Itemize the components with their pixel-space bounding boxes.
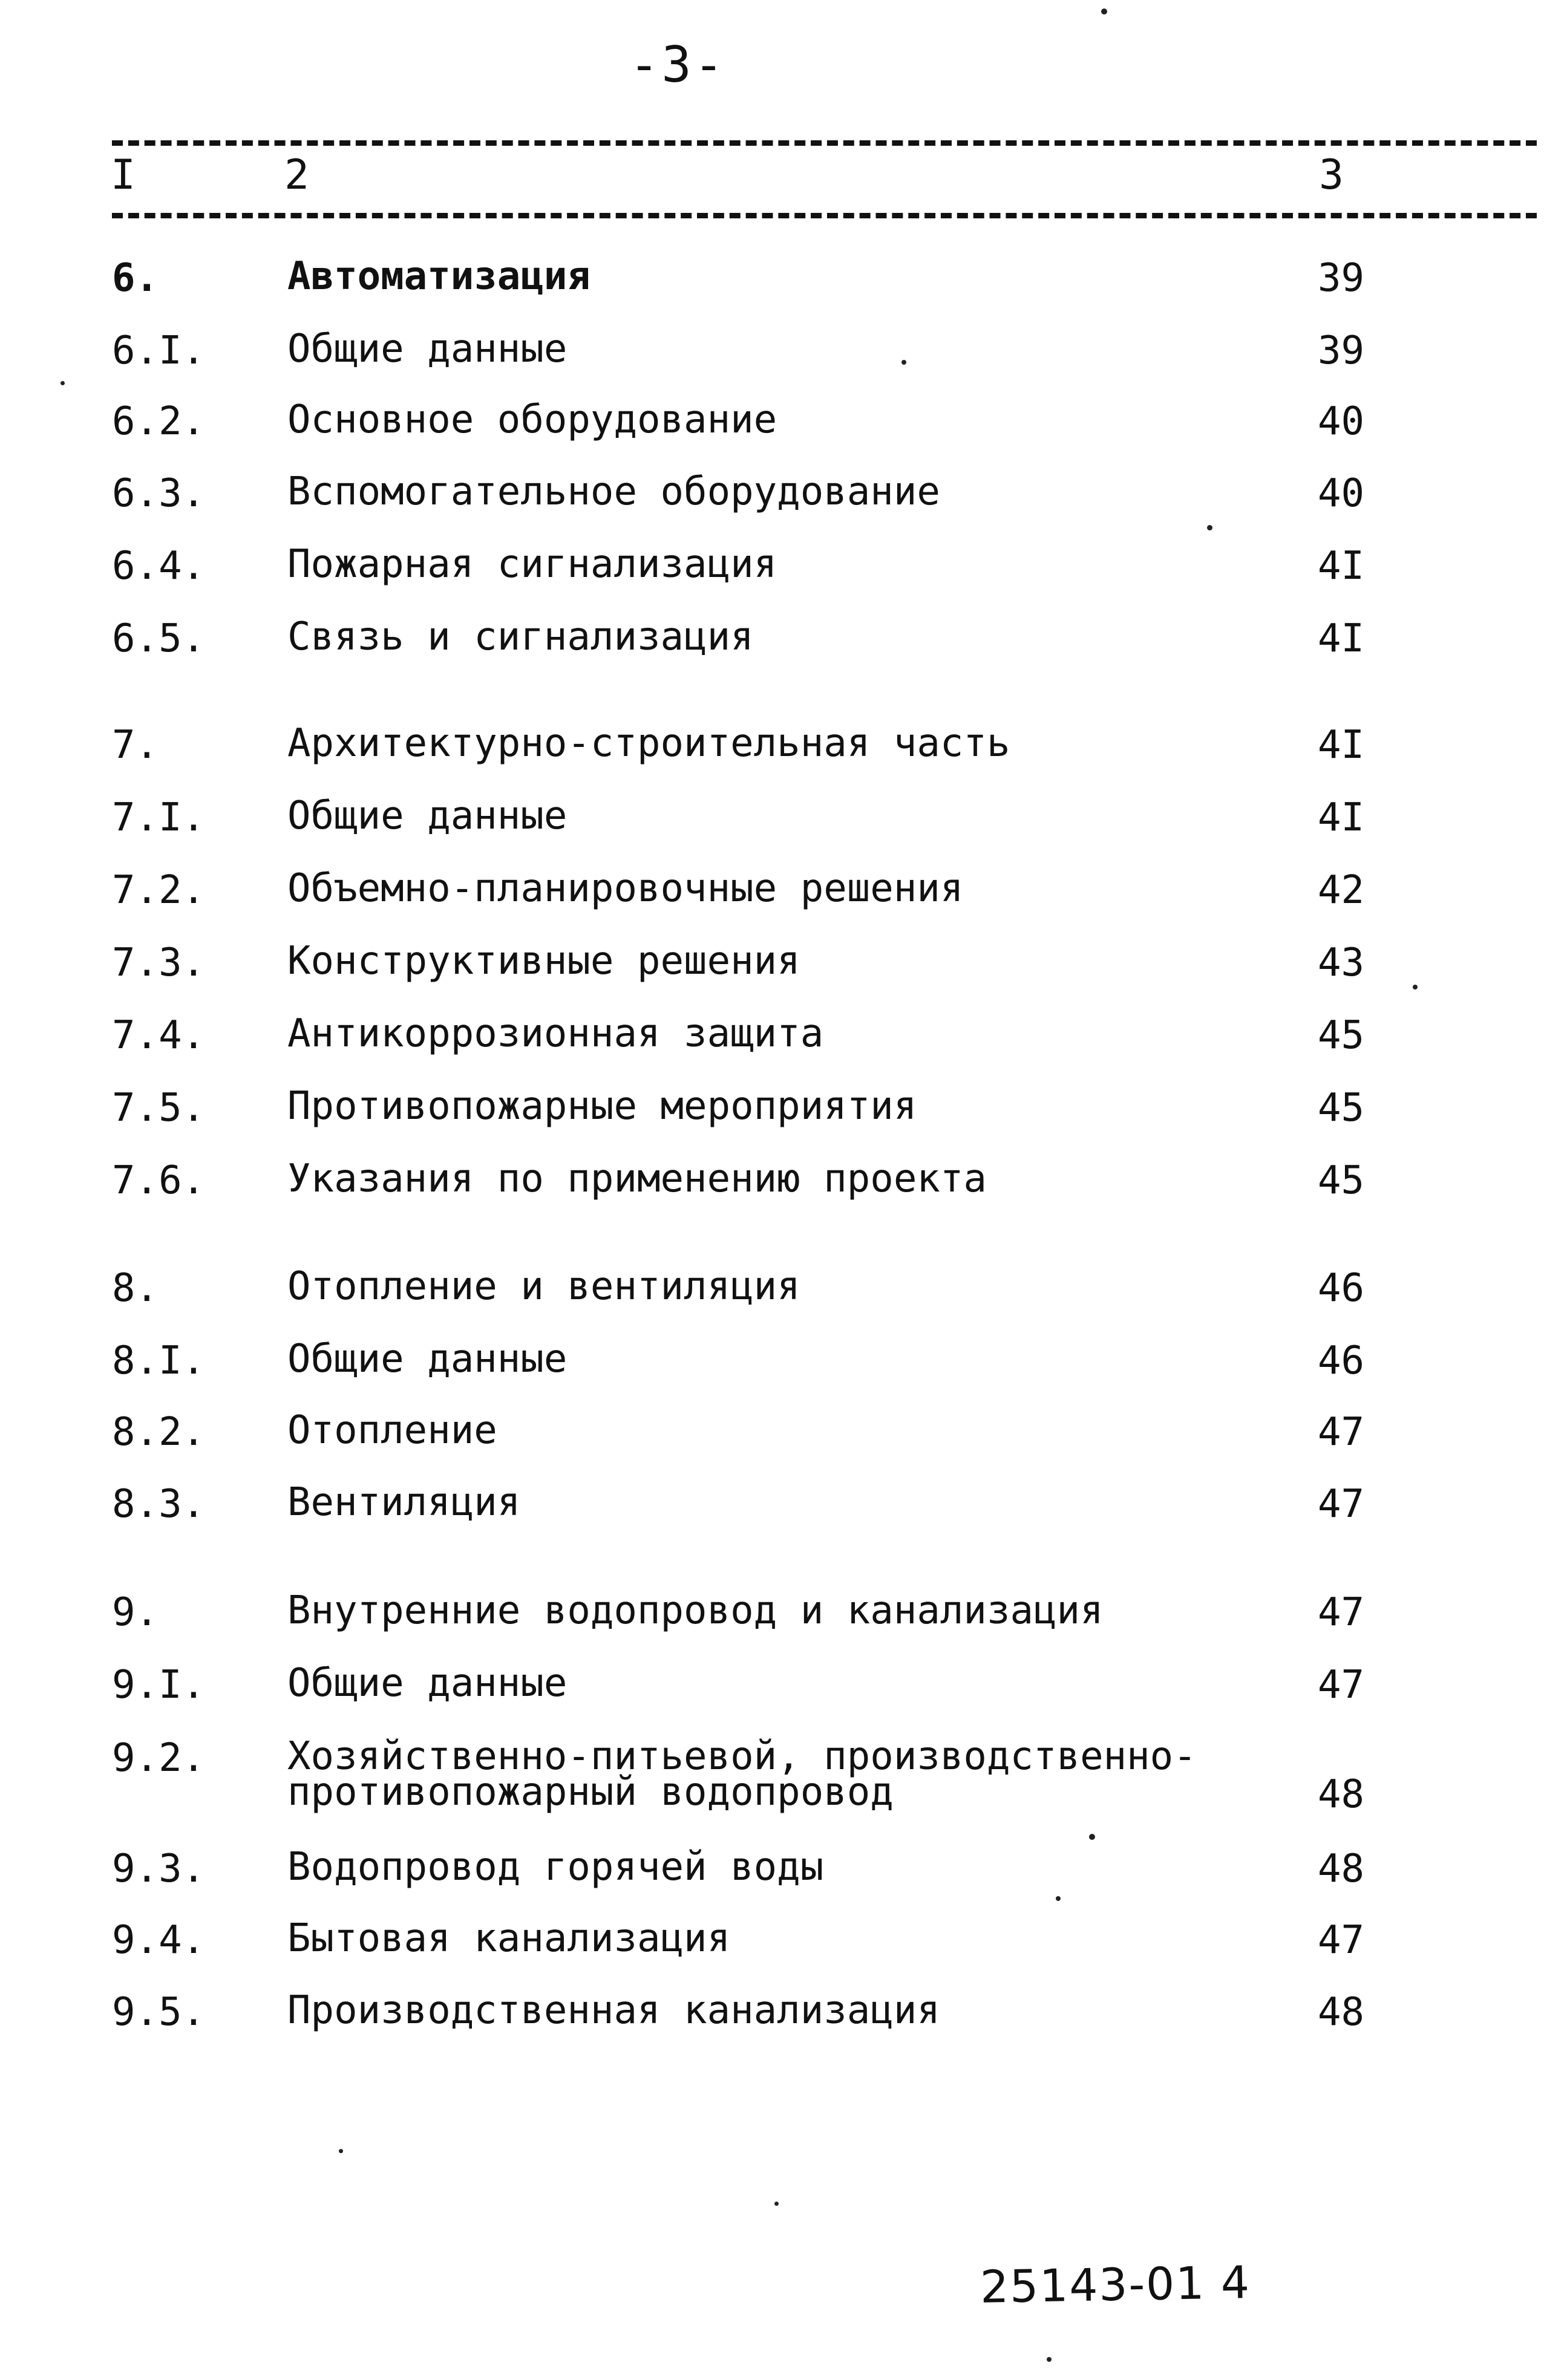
scan-speck [1413, 985, 1418, 989]
toc-entry [0, 1408, 1567, 1467]
toc-entry [0, 1588, 1567, 1648]
toc-entry [0, 794, 1567, 853]
page-reference: 46 [1318, 1266, 1365, 1311]
section-number: 9.I. [112, 1663, 206, 1707]
page-reference: 4I [1318, 616, 1365, 661]
section-title: Конструктивные решения [287, 939, 800, 983]
section-title: Противопожарные мероприятия [287, 1084, 917, 1129]
section-title: Основное оборудование [287, 397, 777, 442]
section-title: Производственная канализация [287, 1988, 940, 2033]
section-number: 9.5. [112, 1990, 206, 2035]
page-reference: 45 [1318, 1086, 1365, 1130]
toc-entry [0, 1988, 1567, 2047]
section-number: 9.3. [112, 1847, 206, 1891]
toc-entry [0, 254, 1567, 313]
page-reference: 40 [1318, 399, 1365, 444]
toc-entry [0, 615, 1567, 674]
section-title: Отопление [287, 1408, 497, 1453]
section-title: Пожарная сигнализация [287, 542, 777, 587]
section-number: 7.I. [112, 795, 206, 840]
page-reference: 45 [1318, 1158, 1365, 1203]
page-reference: 39 [1318, 256, 1365, 301]
section-number: 8.3. [112, 1482, 206, 1527]
toc-entry [0, 1734, 1567, 1817]
section-title: Водопровод горячей воды [287, 1845, 824, 1889]
section-number: 7.2. [112, 868, 206, 913]
scan-speck [1101, 8, 1107, 15]
scan-speck [1056, 1896, 1061, 1901]
page-reference: 47 [1318, 1410, 1365, 1455]
toc-entry [0, 1011, 1567, 1071]
toc-entry [0, 1337, 1567, 1396]
page-reference: 48 [1318, 1990, 1365, 2035]
page-number: -3- [629, 36, 727, 94]
section-number: 9.2. [112, 1736, 206, 1781]
section-title: Внутренние водопровод и канализация [287, 1588, 1104, 1633]
scan-speck [61, 381, 65, 385]
section-number: 6.4. [112, 544, 206, 588]
header-col-3: 3 [1319, 151, 1344, 199]
toc-entry [0, 939, 1567, 998]
section-number: 8.I. [112, 1338, 206, 1383]
page-reference: 47 [1318, 1663, 1365, 1707]
section-title: Объемно-планировочные решения [287, 866, 964, 911]
section-title: Архитектурно-строительная часть [287, 721, 1010, 766]
section-title: Бытовая канализация [287, 1916, 731, 1961]
table-header [0, 151, 1567, 206]
toc-entry [0, 469, 1567, 529]
page-reference: 43 [1318, 941, 1365, 985]
section-title: Вентиляция [287, 1480, 521, 1525]
section-number: 9. [112, 1590, 159, 1635]
toc-entry [0, 1661, 1567, 1720]
toc-entry [0, 1156, 1567, 1216]
toc-entry [0, 866, 1567, 925]
section-number: 7.5. [112, 1086, 206, 1130]
header-top-rule [112, 140, 1537, 146]
section-title: Вспомогательное оборудование [287, 469, 940, 514]
toc-entry [0, 327, 1567, 386]
page-reference: 4I [1318, 544, 1365, 588]
header-bottom-rule [112, 213, 1537, 218]
header-col-2: 2 [284, 151, 309, 199]
section-number: 6.5. [112, 616, 206, 661]
page-reference: 47 [1318, 1590, 1365, 1635]
scan-speck [339, 2149, 343, 2153]
page-reference: 48 [1318, 1847, 1365, 1891]
toc-entry [0, 1480, 1567, 1539]
section-number: 7.6. [112, 1158, 206, 1203]
toc-entry [0, 721, 1567, 780]
section-title: Хозяйственно-питьевой, производственно- противопожарный водопровод [287, 1734, 1197, 1814]
section-number: 7. [112, 723, 159, 768]
section-number: 8.2. [112, 1410, 206, 1455]
page-reference: 47 [1318, 1482, 1365, 1527]
scan-speck [901, 360, 906, 365]
section-number: 7.3. [112, 941, 206, 985]
toc-entry [0, 1264, 1567, 1323]
section-number: 6. [112, 256, 159, 301]
section-title: Автоматизация [287, 254, 590, 299]
page-reference: 4I [1318, 723, 1365, 768]
header-col-1: I [111, 151, 136, 199]
page-reference: 39 [1318, 328, 1365, 373]
page-reference: 47 [1318, 1918, 1365, 1963]
section-number: 6.3. [112, 471, 206, 516]
page-reference: 46 [1318, 1338, 1365, 1383]
scan-speck [774, 2202, 779, 2206]
page-reference: 45 [1318, 1013, 1365, 1058]
toc-entry [0, 1916, 1567, 1975]
section-number: 6.2. [112, 399, 206, 444]
section-title: Связь и сигнализация [287, 615, 754, 659]
toc-entry [0, 1084, 1567, 1143]
section-title: Общие данные [287, 1661, 568, 1706]
section-title: Антикоррозионная защита [287, 1011, 824, 1056]
section-title: Общие данные [287, 1337, 568, 1381]
section-title: Отопление и вентиляция [287, 1264, 800, 1309]
page-reference: 42 [1318, 868, 1365, 913]
section-number: 7.4. [112, 1013, 206, 1058]
toc-entry [0, 397, 1567, 457]
page-reference: 48 [1318, 1772, 1365, 1817]
section-title: Общие данные [287, 794, 568, 838]
section-number: 9.4. [112, 1918, 206, 1963]
scan-speck [1047, 2357, 1052, 2362]
page-reference: 40 [1318, 471, 1365, 516]
document-code: 25143-01 4 [980, 2257, 1251, 2313]
section-title: Указания по применению проекта [287, 1156, 987, 1201]
toc-entry [0, 542, 1567, 601]
page-reference: 4I [1318, 795, 1365, 840]
toc-entry [0, 1845, 1567, 1904]
scan-speck [1089, 1834, 1095, 1840]
section-number: 8. [112, 1266, 159, 1311]
section-number: 6.I. [112, 328, 206, 373]
scan-speck [1207, 525, 1212, 530]
section-title: Общие данные [287, 327, 568, 371]
